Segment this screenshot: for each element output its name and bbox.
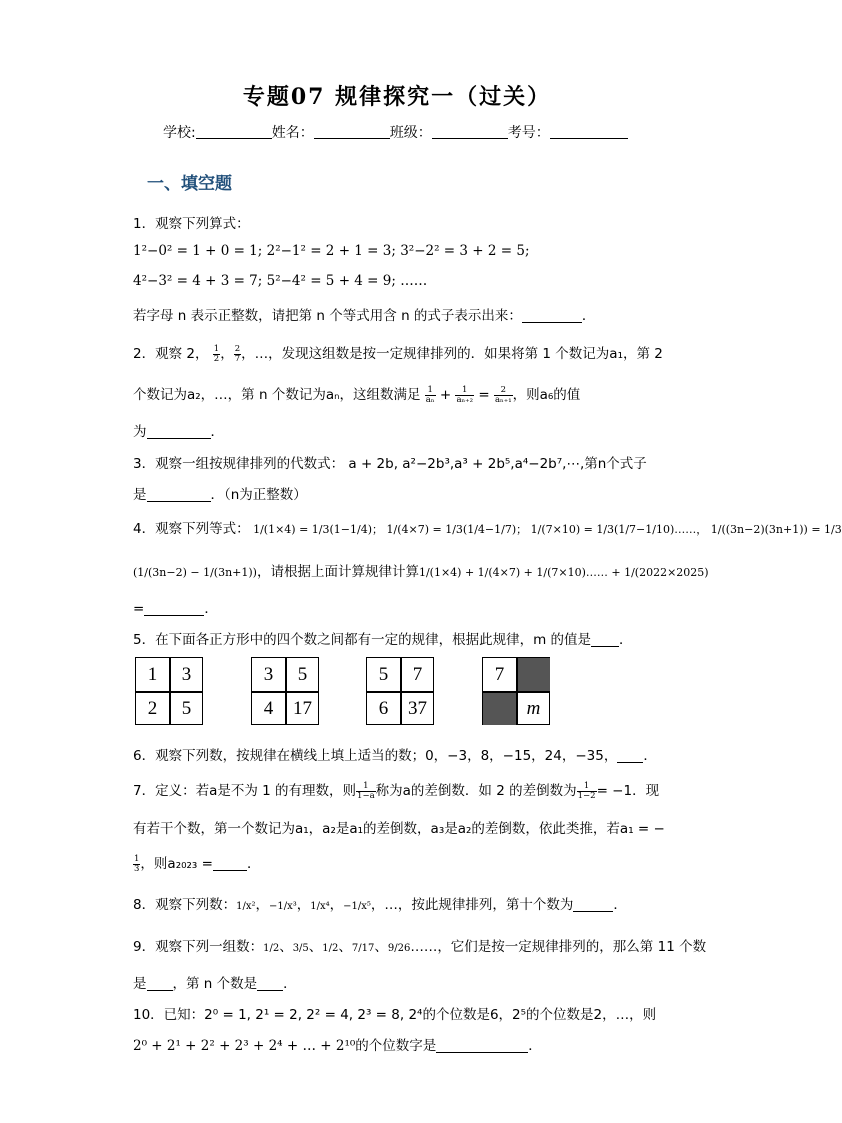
q2-text-c: 个数记为a₂，…，第 n 个数记为aₙ，这组数满足 bbox=[133, 387, 421, 403]
q2-answer-blank[interactable] bbox=[147, 425, 211, 439]
q8-line: 8．观察下列数：1/x²，−1/x³，1/x⁴，−1/x⁵，…，按此规律排列，第十个数为 ． bbox=[133, 897, 627, 913]
q8-term-3: 1/x⁴ bbox=[310, 901, 330, 912]
q4-eq-2: 1/(4×7) = 1/3(1/4−1/7)； bbox=[386, 523, 528, 536]
q1-line-4 bbox=[133, 304, 595, 324]
q2-frac-1-den: 2 bbox=[213, 353, 220, 364]
q5-s4-divider-h bbox=[483, 691, 549, 693]
q9-term-1: 1/2 bbox=[263, 943, 280, 954]
q8-end: ． bbox=[613, 897, 627, 913]
q3-line-1: 3．观察一组按规律排列的代数式： a + 2b, a²−2b³,a³ + 2b⁵,a⁴−2b⁷,⋯,第n个式子 bbox=[133, 456, 647, 472]
q2-frac-g2-den: aₙ₊₂ bbox=[456, 394, 474, 405]
q7-frac-ex bbox=[577, 782, 597, 801]
class-blank[interactable] bbox=[432, 124, 508, 139]
q3-text-b: 是 bbox=[133, 487, 147, 503]
q9-text-d: ，第 n 个数是 bbox=[172, 976, 258, 992]
q7-line-1 bbox=[133, 779, 659, 801]
q7-frac-a1-den: 3 bbox=[134, 863, 140, 874]
q5-square-4 bbox=[482, 657, 550, 725]
q8-answer-blank[interactable] bbox=[573, 898, 613, 912]
name-label: 姓名： bbox=[271, 125, 314, 141]
section-heading: 一、填空题 bbox=[147, 174, 232, 194]
q5-line bbox=[133, 628, 633, 648]
q9-end: ． bbox=[283, 976, 297, 992]
q1-text: 若字母 n 表示正整数，请把第 n 个等式用含 n 的式子表示出来： bbox=[133, 308, 522, 324]
q10-line-2 bbox=[133, 1034, 542, 1054]
student-info-line bbox=[163, 122, 628, 142]
school-label: 学校: bbox=[163, 125, 196, 141]
q5-s3-top-left: 5 bbox=[378, 664, 389, 685]
q4-bracket-expr: (1/(3n−2) − 1/(3n+1)) bbox=[133, 566, 257, 579]
q2-frac-1 bbox=[213, 345, 220, 364]
q1-answer-blank[interactable] bbox=[522, 309, 582, 323]
q2-text-e: 为 bbox=[133, 424, 147, 440]
q7-end: ． bbox=[246, 856, 261, 872]
q5-s3-bottom-left: 6 bbox=[378, 698, 389, 719]
q4-text-c: = bbox=[133, 601, 145, 617]
q2-frac-g2-num: 1 bbox=[455, 386, 474, 396]
q7-frac-def bbox=[356, 782, 376, 801]
q9-term-3: 1/2 bbox=[322, 943, 339, 954]
q2-frac-g3 bbox=[494, 386, 513, 405]
q6-line bbox=[133, 744, 657, 764]
q7-frac-ex-num: 1 bbox=[577, 782, 597, 792]
q5-s2-bottom-left: 4 bbox=[263, 698, 274, 719]
q5-s1-bottom-right: 5 bbox=[181, 698, 192, 719]
q2-text-a: 2．观察 2， bbox=[133, 346, 209, 362]
q2-frac-2-num: 2 bbox=[234, 343, 241, 354]
q2-text-d: ，则a₆的值 bbox=[512, 387, 581, 403]
q2-line-1: 2．观察 2， $\frac{1}{2}$ ， $\frac{2}{7}$ ，…，发现这组数是按一定规律排列的．如果将第 1 个数记为a₁，第 2 bbox=[133, 343, 663, 364]
q5-s2-bottom-right: 17 bbox=[293, 698, 312, 719]
q5-square-1 bbox=[135, 657, 203, 725]
q1-line-3: 4²−3² = 4 + 3 = 7; 5²−4² = 5 + 4 = 9; …… bbox=[133, 273, 428, 289]
q9-term-4: 7/17 bbox=[351, 943, 375, 954]
q5-s4-top-right-shaded bbox=[517, 658, 550, 691]
q5-s3-divider-h bbox=[367, 691, 433, 693]
q9-answer-blank-2[interactable] bbox=[257, 977, 283, 991]
q2-frac-2 bbox=[234, 345, 241, 364]
q5-end: ． bbox=[619, 632, 633, 648]
q5-s1-top-left: 1 bbox=[147, 664, 158, 685]
q5-s3-bottom-right: 37 bbox=[408, 698, 427, 719]
q9-term-2: 3/5 bbox=[292, 943, 309, 954]
q7-text-b: 称为a的差倒数．如 2 的差倒数为 bbox=[375, 783, 577, 799]
q7-text-c: = −1．现 bbox=[596, 783, 660, 799]
q4-eq-4: 1/((3n−2)(3n+1)) = 1/3 bbox=[710, 523, 842, 536]
q4-sum-expr: 1/(1×4) + 1/(4×7) + 1/(7×10)…… + 1/(2022×2025) bbox=[418, 566, 709, 579]
q4-answer-blank[interactable] bbox=[144, 602, 204, 616]
q3-text-c: ．（n为正整数） bbox=[210, 487, 307, 503]
q5-text: 5．在下面各正方形中的四个数之间都有一定的规律，根据此规律，m 的值是 bbox=[133, 632, 592, 648]
q9-term-5: 9/26 bbox=[387, 943, 411, 954]
q7-line-3 bbox=[133, 852, 260, 874]
q5-s2-top-right: 5 bbox=[297, 664, 308, 685]
q4-line-3 bbox=[133, 597, 218, 617]
name-blank[interactable] bbox=[314, 124, 390, 139]
q9-text-a: 9．观察下列一组数： bbox=[133, 939, 264, 955]
q4-line-1 bbox=[133, 517, 842, 537]
q2-frac-g2 bbox=[455, 386, 474, 405]
q5-s4-top-left: 7 bbox=[494, 664, 505, 685]
q2-frac-g3-den: aₙ₊₁ bbox=[494, 394, 512, 405]
q7-frac-ex-den: 1−2 bbox=[577, 790, 596, 801]
q4-end: ． bbox=[204, 601, 218, 617]
exam-no-blank[interactable] bbox=[550, 124, 628, 139]
q2-frac-g1 bbox=[425, 386, 436, 405]
q5-square-2 bbox=[251, 657, 319, 725]
q2-frac-2-den: 7 bbox=[234, 353, 241, 364]
q9-answer-blank-1[interactable] bbox=[147, 977, 173, 991]
q2-frac-g1-num: 1 bbox=[425, 386, 436, 396]
q5-square-3 bbox=[366, 657, 434, 725]
q9-line-2 bbox=[133, 972, 297, 992]
q4-eq-1: 1/(1×4) = 1/3(1−1/4)； bbox=[253, 523, 384, 536]
q10-text-b: 2⁰ + 2¹ + 2² + 2³ + 2⁴ + … + 2¹⁰的个位数字是 bbox=[133, 1038, 437, 1054]
q2-line-3 bbox=[133, 420, 224, 440]
q5-s1-top-right: 3 bbox=[181, 664, 192, 685]
q10-answer-blank[interactable] bbox=[436, 1039, 528, 1053]
q6-answer-blank[interactable] bbox=[617, 749, 643, 763]
q5-answer-blank[interactable] bbox=[591, 633, 619, 647]
q7-line-2: 有若干个数，第一个数记为a₁，a₂是a₁的差倒数，a₃是a₂的差倒数，依此类推，若a₁ = − bbox=[133, 821, 665, 837]
q8-term-4: −1/x⁵ bbox=[343, 901, 371, 912]
q8-term-2: −1/x³ bbox=[268, 901, 297, 912]
q3-line-2 bbox=[133, 483, 307, 503]
q7-frac-def-num: 1 bbox=[356, 782, 376, 792]
q2-text-b: ，…，发现这组数是按一定规律排列的．如果将第 1 个数记为a₁，第 2 bbox=[241, 346, 663, 362]
q9-line-1: 9．观察下列一组数：1/2、3/5、1/2、7/17、9/26……，它们是按一定规律排列的，那么第 11 个数 bbox=[133, 939, 707, 955]
q5-s1-divider-h bbox=[136, 691, 202, 693]
q4-eq-3: 1/(7×10) = 1/3(1/7−1/10)……， bbox=[530, 523, 708, 536]
q2-frac-g1-den: aₙ bbox=[425, 394, 435, 405]
q2-frac-g3-num: 2 bbox=[494, 386, 513, 396]
q6-text: 6．观察下列数，按规律在横线上填上适当的数；0，−3，8，−15，24，−35， bbox=[133, 748, 618, 764]
q1-end: ． bbox=[581, 308, 596, 324]
q4-line-2 bbox=[133, 560, 709, 580]
q7-text-a: 7．定义：若a是不为 1 的有理数，则 bbox=[133, 783, 357, 799]
q5-s2-top-left: 3 bbox=[263, 664, 274, 685]
q4-text-b2: ，请根据上面计算规律计算 bbox=[256, 564, 419, 580]
q10-end: ． bbox=[528, 1038, 542, 1054]
q4-text-a: 4．观察下列等式： bbox=[133, 521, 250, 537]
q2-end: ． bbox=[210, 424, 224, 440]
q5-s3-top-right: 7 bbox=[412, 664, 423, 685]
q3-answer-blank[interactable] bbox=[147, 488, 211, 502]
q9-text-b: ……，它们是按一定规律排列的，那么第 11 个数 bbox=[410, 939, 707, 955]
q5-s4-bottom-left-shaded bbox=[483, 692, 516, 725]
class-label: 班级： bbox=[389, 125, 432, 141]
q5-s1-bottom-left: 2 bbox=[147, 698, 158, 719]
q8-text-b: ，…，按此规律排列，第十个数为 bbox=[370, 897, 574, 913]
q9-text-c: 是 bbox=[133, 976, 147, 992]
q7-answer-blank[interactable] bbox=[213, 857, 247, 871]
q2-line-2: 个数记为a₂，…，第 n 个数记为aₙ，这组数满足 $\frac{1}{\text{aₙ}}$ + $\frac{1}{\text{aₙ₊₂}}$ = $\frac{2}{\text{aₙ₊₁}}$ ，则a₆的值 bbox=[133, 384, 581, 405]
q8-term-1: 1/x² bbox=[236, 901, 256, 912]
q1-line-2: 1²−0² = 1 + 0 = 1; 2²−1² = 2 + 1 = 3; 3²−2² = 3 + 2 = 5; bbox=[133, 243, 530, 259]
q2-frac-1-num: 1 bbox=[213, 343, 220, 354]
q10-line-1: 10．已知：2⁰ = 1, 2¹ = 2, 2² = 4, 2³ = 8, 2⁴的个位数是6，2⁵的个位数是2，…，则 bbox=[133, 1007, 657, 1023]
q7-frac-a1-num: 1 bbox=[134, 853, 140, 864]
page-title: 专题07 规律探究一（过关） bbox=[242, 84, 552, 110]
q8-text-a: 8．观察下列数： bbox=[133, 897, 237, 913]
exam-no-label: 考号： bbox=[507, 125, 550, 141]
q7-text-e: ，则a₂₀₂₃ = bbox=[140, 856, 213, 872]
q5-s2-divider-h bbox=[252, 691, 318, 693]
q5-s4-bottom-right: m bbox=[526, 698, 541, 719]
q1-line-1: 1．观察下列算式： bbox=[133, 216, 250, 232]
q6-end: ． bbox=[643, 748, 657, 764]
q7-frac-def-den: 1−a bbox=[357, 790, 375, 801]
school-blank[interactable] bbox=[196, 124, 272, 139]
